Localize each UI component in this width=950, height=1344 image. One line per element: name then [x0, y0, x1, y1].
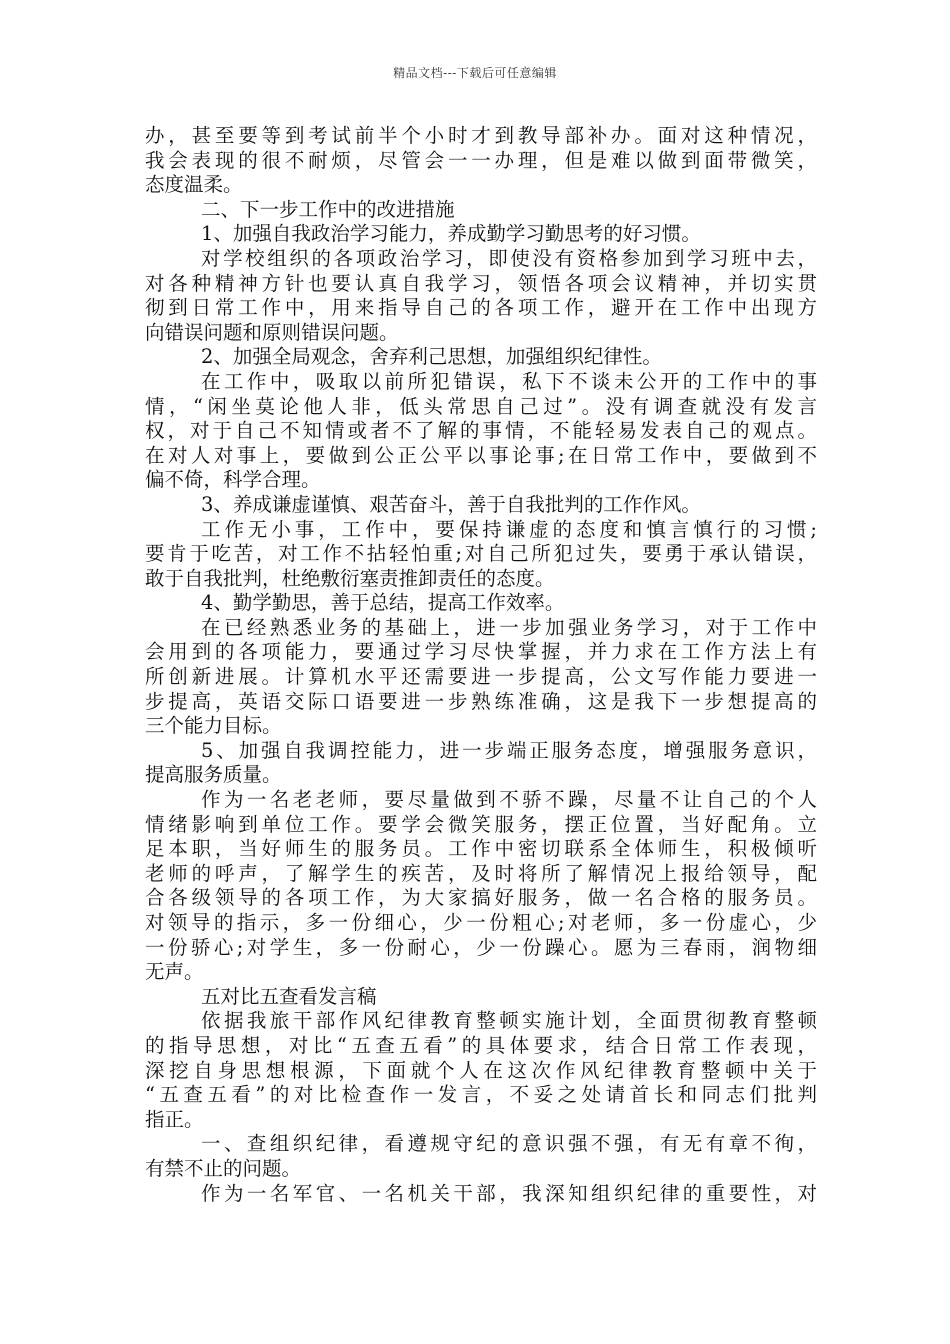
text-line: 提高服务质量。 [145, 763, 282, 787]
text-line: 在对人对事上，要做到公正公平以事论事;在日常工作中，要做到不 [145, 443, 817, 467]
text-line: 敢于自我批判，杜绝敷衍塞责推卸责任的态度。 [145, 566, 555, 590]
text-line: 在工作中，吸取以前所犯错误，私下不谈未公开的工作中的事 [201, 369, 817, 393]
text-line: 深挖自身思想根源，下面就个人在这次作风纪律教育整顿中关于 [145, 1058, 817, 1082]
text-line: 态度温柔。 [145, 173, 243, 197]
text-line: 足本职，当好师生的服务员。工作中密切联系全体师生，积极倾听 [145, 837, 817, 861]
text-line: 1、加强自我政治学习能力，养成勤学习勤思考的好习惯。 [201, 222, 701, 246]
text-line: 我会表现的很不耐烦，尽管会一一办理，但是难以做到面带微笑， [145, 148, 817, 172]
text-line: 向错误问题和原则错误问题。 [145, 320, 399, 344]
text-line: 无声。 [145, 960, 204, 984]
document-body [145, 124, 817, 1206]
text-line: 在已经熟悉业务的基础上，进一步加强业务学习，对于工作中 [201, 615, 817, 639]
text-line: 一、查组织纪律，看遵规守纪的意识强不强，有无有章不徇， [201, 1132, 817, 1156]
text-line: 5、加强自我调控能力，进一步端正服务态度，增强服务意识， [201, 738, 817, 762]
text-line: 工作无小事，工作中，要保持谦虚的态度和慎言慎行的习惯; [201, 517, 817, 541]
text-line: 对学校组织的各项政治学习，即使没有资格参加到学习班中去， [201, 246, 817, 270]
text-line: 步提高，英语交际口语要进一步熟练准确，这是我下一步想提高的 [145, 689, 817, 713]
text-line: 的指导思想，对比“五查五看”的具体要求，结合日常工作表现， [145, 1033, 817, 1057]
text-line: 对领导的指示，多一份细心，少一份粗心;对老师，多一份虚心，少 [145, 911, 817, 934]
text-line: 4、勤学勤思，善于总结，提高工作效率。 [201, 591, 565, 615]
text-line: 指正。 [145, 1107, 204, 1131]
text-line: 作为一名老老师，要尽量做到不骄不躁，尽量不让自己的个人 [201, 788, 817, 812]
text-line: “五查五看”的对比检查作一发言，不妥之处请首长和同志们批判 [145, 1083, 817, 1107]
text-line: 偏不倚，科学合理。 [145, 468, 321, 492]
text-line: 办，甚至要等到考试前半个小时才到教导部补办。面对这种情况， [145, 124, 817, 147]
text-line: 2、加强全局观念，舍弃利己思想，加强组织纪律性。 [201, 345, 662, 369]
text-line: 一份骄心;对学生，多一份耐心，少一份躁心。愿为三春雨，润物细 [145, 935, 817, 959]
text-line: 老师的呼声，了解学生的疾苦，及时将所了解情况上报给领导，配 [145, 861, 817, 885]
page-header: 精品文档---下载后可任意编辑 [393, 66, 557, 80]
text-line: 3、养成谦虚谨慎、艰苦奋斗，善于自我批判的工作作风。 [201, 492, 701, 516]
text-line: 权，对于自己不知情或者不了解的事情，不能轻易发表自己的观点。 [145, 419, 817, 443]
text-line: 五对比五查看发言稿 [201, 984, 377, 1008]
text-line: 情，“闲坐莫论他人非，低头常思自己过”。没有调查就没有发言 [145, 394, 817, 418]
text-line: 会用到的各项能力，要通过学习尽快掌握，并力求在工作方法上有 [145, 640, 817, 664]
text-line: 情绪影响到单位工作。要学会微笑服务，摆正位置，当好配角。立 [145, 812, 817, 836]
text-line: 依据我旅干部作风纪律教育整顿实施计划，全面贯彻教育整顿 [201, 1009, 817, 1033]
text-line: 对各种精神方针也要认真自我学习，领悟各项会议精神，并切实贯 [145, 271, 817, 295]
text-line: 作为一名军官、一名机关干部，我深知组织纪律的重要性，对 [201, 1181, 817, 1205]
text-line: 所创新进展。计算机水平还需要进一步提高，公文写作能力要进一 [145, 665, 817, 689]
text-line: 彻到日常工作中，用来指导自己的各项工作，避开在工作中出现方 [145, 296, 817, 320]
text-line: 合各级领导的各项工作，为大家搞好服务，做一名合格的服务员。 [145, 886, 817, 910]
text-line: 要肯于吃苦，对工作不拈轻怕重;对自己所犯过失，要勇于承认错误， [145, 542, 817, 566]
text-line: 有禁不止的问题。 [145, 1156, 302, 1180]
text-line: 三个能力目标。 [145, 714, 282, 738]
text-line: 二、下一步工作中的改进措施 [201, 197, 455, 221]
